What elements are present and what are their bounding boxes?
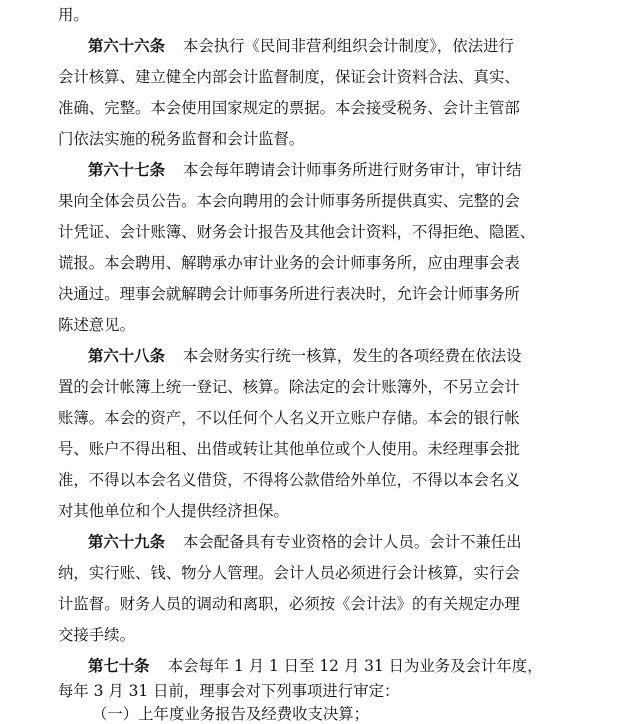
text-line: 置的会计帐簿上统一登记、核算。除法定的会计账簿外，不另立会计	[58, 378, 520, 396]
text-line: 计凭证、会计账簿、财务会计报告及其他会计资料，不得拒绝、隐匿、	[58, 223, 536, 241]
text-line: 号、账户不得出租、出借或转让其他单位或个人使用。未经理事会批	[58, 440, 520, 458]
text-line: 准确、完整。本会使用国家规定的票据。本会接受税务、会计主管部	[58, 99, 520, 117]
text-line: 用。	[58, 6, 89, 24]
article-text: 本会配备具有专业资格的会计人员。会计不兼任出	[182, 533, 522, 551]
article-label: 第六十八条	[88, 347, 165, 365]
text-line: 纳，实行账、钱、物分人管理。会计人员必须进行会计核算，实行会	[58, 564, 520, 582]
article-text: 本会每年聘请会计师事务所进行财务审计，审计结	[182, 161, 522, 179]
text-line: 计监督。财务人员的调动和离职，必须按《会计法》的有关规定办理	[58, 595, 520, 613]
text-line: 果向全体会员公告。本会向聘用的会计师事务所提供真实、完整的会	[58, 192, 520, 210]
text-line: 陈述意见。	[58, 316, 135, 334]
text-line: 每年 3 月 31 日前，理事会对下列事项进行审定：	[58, 682, 400, 700]
article-text: 本会财务实行统一核算，发生的各项经费在依法设	[182, 347, 522, 365]
article-66	[88, 36, 578, 56]
text-line: 账簿。本会的资产，不以任何个人名义开立账户存储。本会的银行帐	[58, 409, 520, 427]
article-68	[88, 346, 578, 366]
article-text: 本会执行《民间非营利组织会计制度》，依法进行	[182, 37, 514, 55]
article-69	[88, 532, 578, 552]
article-label: 第七十条	[88, 657, 150, 675]
article-label: 第六十七条	[88, 161, 165, 179]
text-line: 会计核算、建立健全内部会计监督制度，保证会计资料合法、真实、	[58, 68, 520, 86]
text-line: 门依法实施的税务监督和会计监督。	[58, 130, 305, 148]
article-67	[88, 160, 578, 180]
list-item: （一）上年度业务报告及经费收支决算；	[92, 705, 370, 723]
text-line: 谎报。本会聘用、解聘承办审计业务的会计师事务所，应由理事会表	[58, 254, 520, 272]
article-70	[88, 656, 578, 676]
article-label: 第六十九条	[88, 533, 165, 551]
text-line: 交接手续。	[58, 626, 135, 644]
text-line: 决通过。理事会就解聘会计师事务所进行表决时，允许会计师事务所	[58, 285, 520, 303]
article-text: 本会每年 1 月 1 日至 12 月 31 日为业务及会计年度，	[167, 657, 543, 675]
article-label: 第六十六条	[88, 37, 165, 55]
text-line: 对其他单位和个人提供经济担保。	[58, 502, 289, 520]
text-line: 准，不得以本会名义借贷，不得将公款借给外单位，不得以本会名义	[58, 471, 520, 489]
